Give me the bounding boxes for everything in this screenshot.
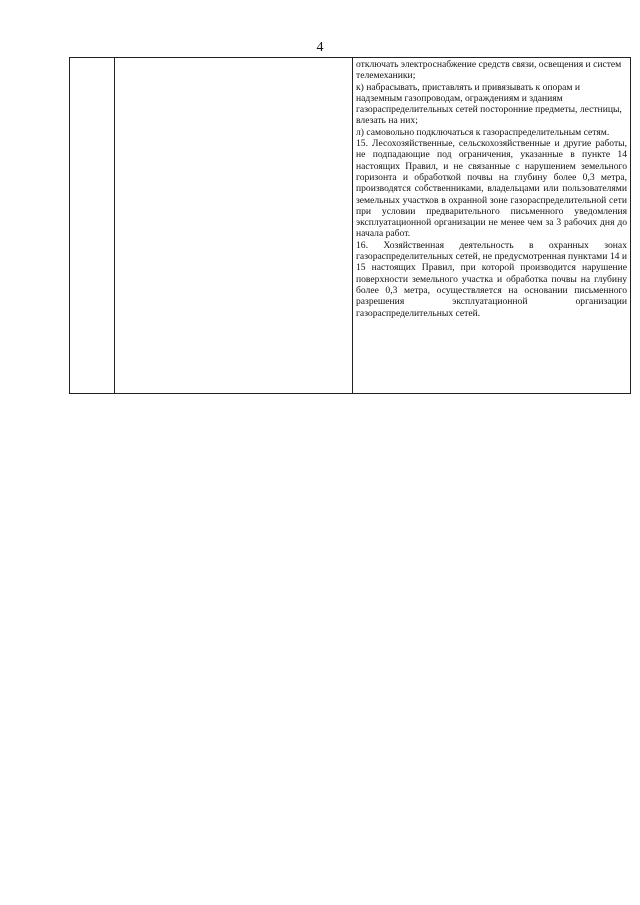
paragraph-clause-15: 15. Лесохозяйственные, сельскохозяйственные и другие работы, не подпадающие под ограничения, указанные в пункте 14 настоящих Правил, и не связанные с нарушением земельного горизонта и обработкой почвы на глубину более 0,3 метра, производятся собственниками, владельцами или пользователями земельных участков в охранной зоне газораспределительной сети при условии предварительного письменного уведомления эксплуатационной организации не менее чем за 3 рабочих дня до начала работ. <box>356 138 627 240</box>
restrictions-text <box>353 58 630 321</box>
document-table <box>69 57 631 394</box>
page-number: 4 <box>316 40 324 55</box>
table-cell-restrictions <box>353 58 631 394</box>
cell-name-text <box>115 58 352 61</box>
cell-number-text <box>70 58 114 393</box>
table-row <box>70 58 631 394</box>
table-cell-number <box>70 58 115 394</box>
paragraph-clause-16: 16. Хозяйственная деятельность в охранных зонах газораспределительных сетей, не предусмотренная пунктами 14 и 15 настоящих Правил, при которой производится нарушение поверхности земельного участка и обработка почвы на глубину более 0,3 метра, осуществляется на основании письменного разрешения эксплуатационной организации газораспределительных сетей. <box>356 239 627 319</box>
paragraph-item-k: к) набрасывать, приставлять и привязывать к опорам и надземным газопроводам, ограждениям и зданиям газораспределительных сетей посторонние предметы, лестницы, влезать на них; <box>356 81 622 127</box>
paragraph-item-l: л) самовольно подключаться к газораспределительным сетям. <box>356 126 610 138</box>
paragraph-power-supply: отключать электроснабжение средств связи, освещения и систем телемеханики; <box>356 59 622 82</box>
table-cell-name <box>115 58 353 394</box>
